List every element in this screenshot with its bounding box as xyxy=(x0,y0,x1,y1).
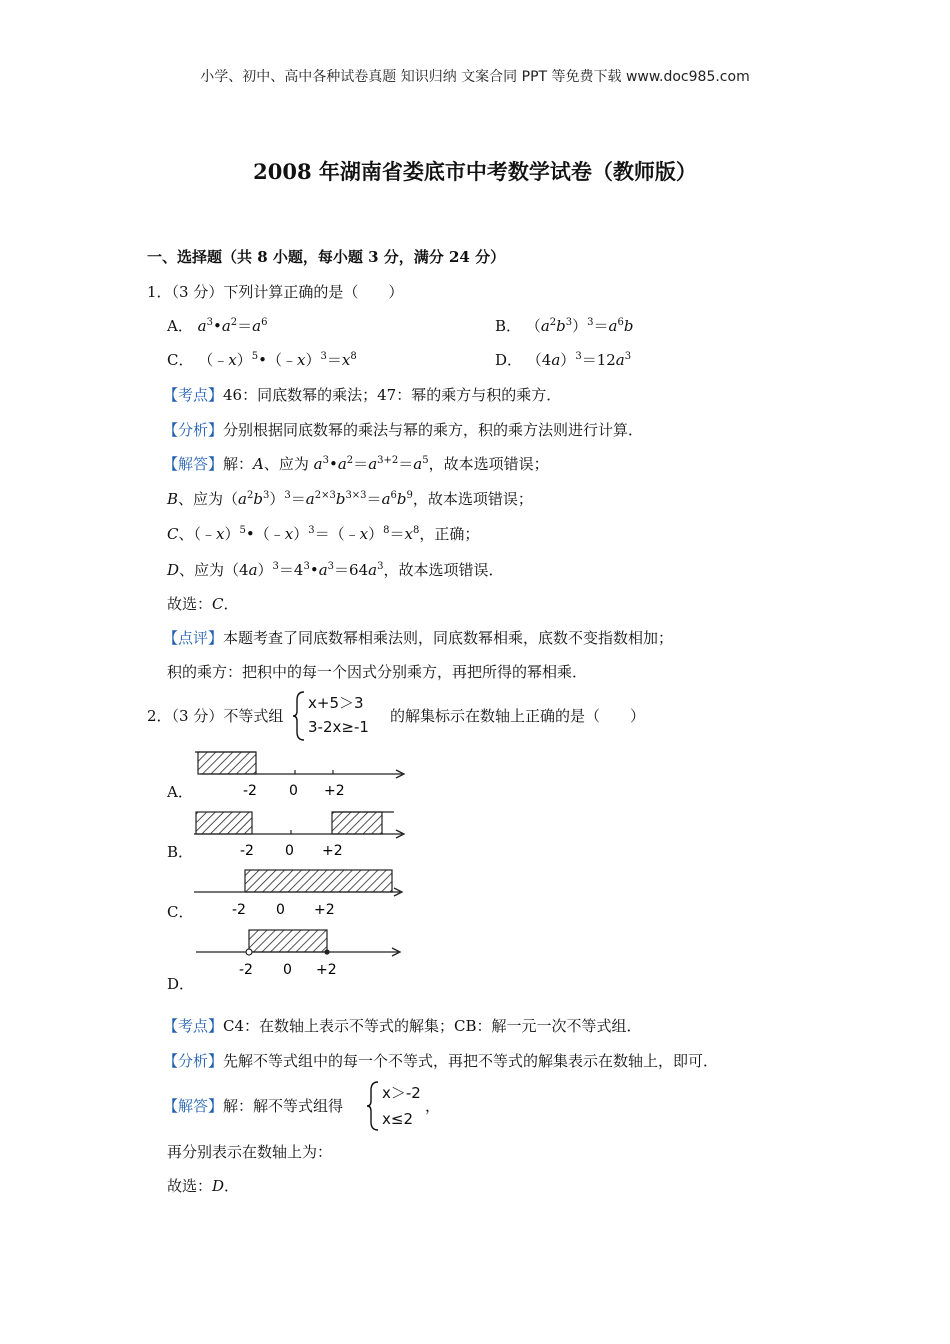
number-line-c xyxy=(194,870,402,918)
q2-system-eq1: x+5＞3 xyxy=(308,694,364,712)
number-line-b xyxy=(194,812,404,859)
number-line-a xyxy=(195,752,404,799)
q1-answer: 故选：C． xyxy=(167,595,239,613)
q2-solution-brace xyxy=(366,1080,380,1132)
q2-fenxi: 【分析】先解不等式组中的每一个不等式，再把不等式的解集表示在数轴上，即可． xyxy=(163,1052,719,1070)
q2-jieda-comma: ， xyxy=(425,1097,441,1115)
number-line-d xyxy=(196,930,400,978)
q1-dianping-2: 积的乘方：把积中的每一个因式分别乘方，再把所得的幂相乘． xyxy=(167,663,588,681)
tick-pos-d: +2 xyxy=(316,962,337,978)
q1-dianping: 【点评】本题考查了同底数幂相乘法则，同底数幂相乘，底数不变指数相加； xyxy=(163,629,674,647)
q1-jieda-c: C、$(﹣x)^5•(﹣x)^3=(﹣x)^8=x^8$，正确； xyxy=(167,525,480,543)
q2-option-a-label: A． xyxy=(167,783,193,801)
q2-option-d-label: D． xyxy=(167,975,195,993)
q2-kaodian: 【考点】C4：在数轴上表示不等式的解集；CB：解一元一次不等式组． xyxy=(163,1017,642,1035)
tick-zero-b: 0 xyxy=(285,843,294,859)
tick-neg-c: -2 xyxy=(232,902,246,918)
q1-fenxi: 【分析】分别根据同底数幂的乘法与幂的乘方，积的乘方法则进行计算． xyxy=(163,421,644,439)
page-title: 2008 年湖南省娄底市中考数学试卷（教师版） xyxy=(253,159,697,184)
q1-jieda-b: B、应为$(a^2b^3)^3=a^{2\times 3}b^{3\times 3}=a^6b^9$，故本选项错误； xyxy=(167,490,533,508)
q2-jieda-line2: 再分别表示在数轴上为： xyxy=(167,1143,333,1161)
tick-zero-a: 0 xyxy=(289,783,298,799)
section-heading: 一、选择题（共 8 小题，每小题 3 分，满分 24 分） xyxy=(147,248,506,266)
tick-neg-d: -2 xyxy=(239,962,253,978)
q1-option-d: D． $(4a)^3=12a^3$ xyxy=(495,351,632,369)
q2-option-c-label: C． xyxy=(167,903,194,921)
q2-solution-eq1: x＞-2 xyxy=(382,1084,421,1102)
q2-option-b-label: B． xyxy=(167,843,194,861)
q2-stem-lead: 2．（3 分）不等式组 xyxy=(147,707,284,725)
q2-solution-eq2: x≤2 xyxy=(382,1110,413,1128)
q2-stem-tail: 的解集标示在数轴上正确的是（ ） xyxy=(390,707,646,725)
tick-pos-b: +2 xyxy=(322,843,343,859)
q1-jieda-d: D、应为$(4a)^3=4^3•a^3=64a^3$，故本选项错误． xyxy=(167,561,504,579)
q2-system-eq2: 3-2x≥-1 xyxy=(308,718,369,736)
q1-stem: 1．（3 分）下列计算正确的是（ ） xyxy=(147,283,404,301)
q1-option-a: A． $a^3•a^2=a^6$ xyxy=(167,317,268,335)
tick-zero-d: 0 xyxy=(283,962,292,978)
q1-kaodian: 【考点】46：同底数幂的乘法；47：幂的乘方与积的乘方． xyxy=(163,386,562,404)
tick-pos-a: +2 xyxy=(324,783,345,799)
tick-neg-b: -2 xyxy=(240,843,254,859)
tick-neg-a: -2 xyxy=(243,783,257,799)
q1-option-b: B． $(a^2b^3)^3=a^6b$ xyxy=(495,317,634,335)
tick-zero-c: 0 xyxy=(276,902,285,918)
tick-pos-c: +2 xyxy=(314,902,335,918)
q2-answer: 故选：D． xyxy=(167,1177,240,1195)
q1-option-c: C． $(﹣x)^5•(﹣x)^3=x^8$ xyxy=(167,351,357,369)
page-header: 小学、初中、高中各种试卷真题 知识归纳 文案合同 PPT 等免费下载 www.doc985.com xyxy=(200,69,750,85)
q2-jieda: 【解答】解：解不等式组得 xyxy=(163,1097,344,1115)
q1-jieda-a: 【解答】解：A、应为 $a^3•a^2=a^{3+2}=a^5$，故本选项错误； xyxy=(163,455,549,473)
